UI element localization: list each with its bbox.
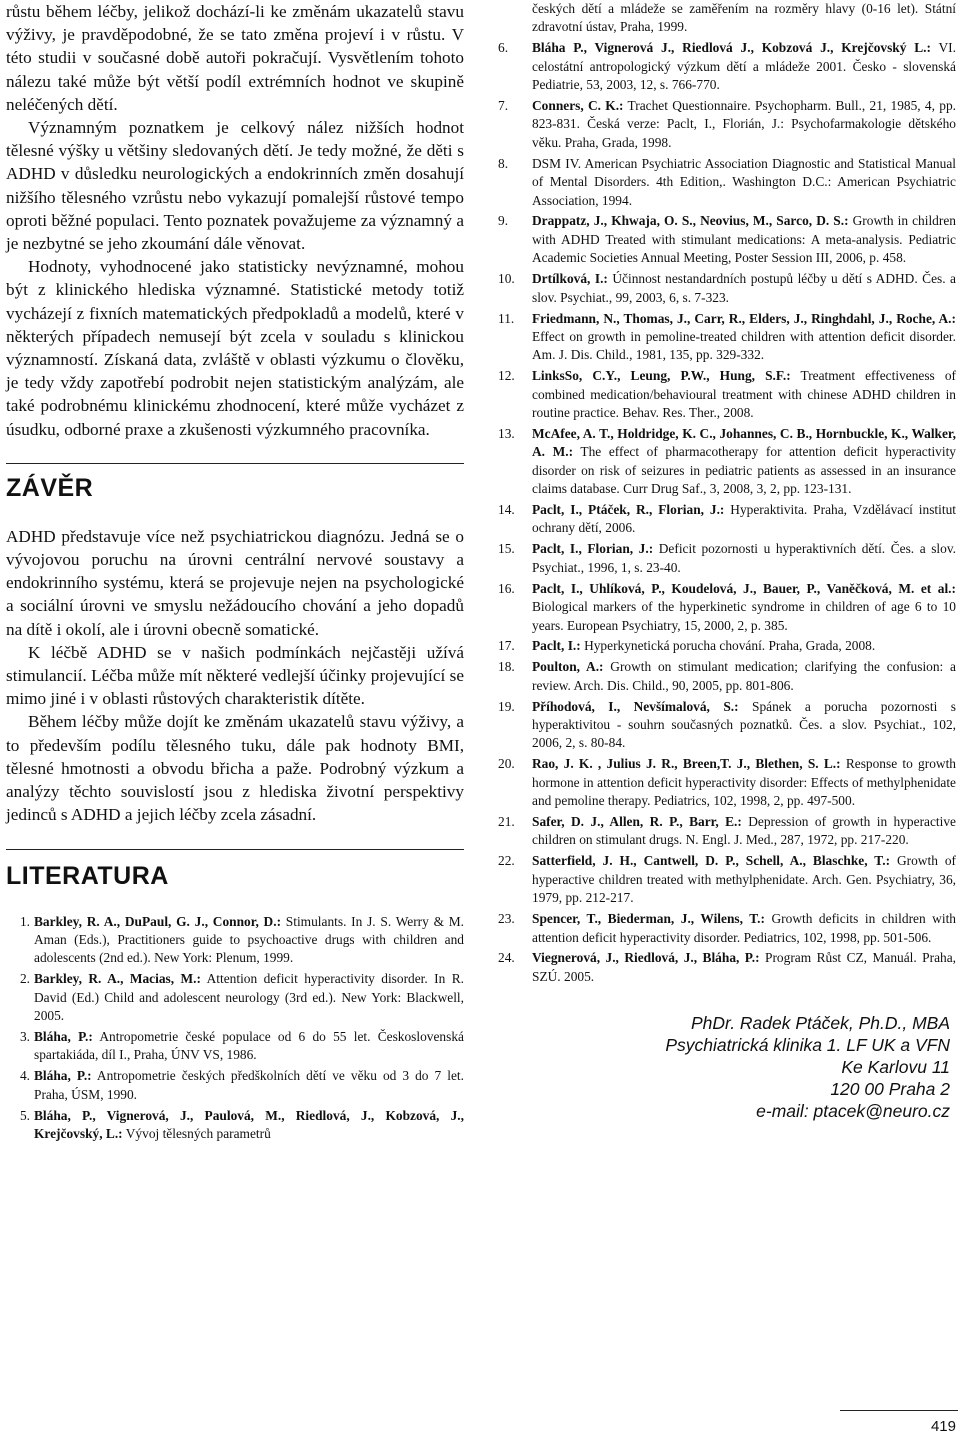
author-address: [498, 1012, 956, 1122]
reference-item: 19. Příhodová, I., Nevšímalová, S.: Spánek a porucha pozornosti s hyperaktivitou - souhrn současných poznatků. Čes. a slov. Psychiat., 102, 2006, 2, s. 80-84.: [498, 698, 956, 751]
section-rule: [6, 463, 464, 464]
reference-continuation: českých dětí a mládeže se zaměřením na rozměry hlavy (0-16 let). Státní zdravotní ústav, Praha, 1999.: [532, 1, 956, 35]
section-heading-zaver: ZÁVĚR: [6, 473, 94, 502]
left-column: [6, 0, 464, 1146]
reference-item: 9. Drappatz, J., Khwaja, O. S., Neovius, M., Sarco, D. S.: Growth in children with ADHD Treated with stimulant medications: A meta-analysis. Pediatric Academic Societies Annual Meeting, Poster Session III, 2006, p. 458.: [498, 213, 956, 266]
footer-rule: [840, 1410, 958, 1411]
body-paragraph: růstu během léčby, jelikož dochází-li ke změnám ukazatelů stavu výživy, je pravděpodobné, že se tato změna projeví i v růstu. V této studii v současné době autoři pokračují. Vysvětlením tohoto nálezu také může být větší podíl extrémních hodnot ve skupině neléčených dětí.: [6, 2, 464, 114]
reference-item: 23. Spencer, T., Biederman, J., Wilens, T.: Growth deficits in children with attention deficit hyperactivity disorder. Pediatrics, 102, 1998, pp. 501-506.: [498, 911, 956, 945]
body-paragraph: ADHD představuje více než psychiatrickou diagnózu. Jedná se o vývojovou poruchu na úrovni centrální nervové soustavy a endokrinního systému, která se projevuje nejen na psychologické a sociální úrovni ve smyslu nežádoucího chování a jeho dopadů na dítě i okolí, ale i úrovni obecně somatické.: [6, 526, 464, 639]
reference-item: 16. Paclt, I., Uhlíková, P., Koudelová, J., Bauer, P., Vaněčková, M. et al.: Biological markers of the hyperkinetic syndrome in children of age 6 to 10 years. European Psychiatry, 15, 2000, 2, p. 385.: [498, 580, 956, 633]
reference-item: 4. Bláha, P.: Antropometrie českých předškolních dětí ve věku od 3 do 7 let. Praha, ÚSM, 1990.: [19, 1068, 464, 1102]
right-column: [498, 0, 956, 1122]
reference-item: 15. Paclt, I., Florian, J.: Deficit pozornosti u hyperaktivních dětí. Čes. a slov. Psychiat., 1996, 1, s. 23-40.: [498, 541, 956, 575]
reference-item: 7. Conners, C. K.: Trachet Questionnaire. Psychopharm. Bull., 21, 1985, 4, pp. 823-831. Česká verze: Paclt, I., Florián, J.: Psychofarmakologie dětského věku. Praha, Grada, 1998.: [498, 98, 956, 150]
reference-item: 14. Paclt, I., Ptáček, R., Florian, J.: Hyperaktivita. Praha, Vzdělávací institut ochrany dětí, 2006.: [498, 502, 956, 536]
address-line: 120 00 Praha 2: [830, 1079, 950, 1100]
reference-item: 20. Rao, J. K. , Julius J. R., Breen,T. J., Blethen, S. L.: Response to growth hormone in attention deficit hyperactivity disorder: Effects of methylphenidate and pemoline therapy. Pediatrics, 102, 1998, 2, pp. 497-500.: [498, 756, 956, 809]
section-rule: [6, 849, 464, 850]
address-line: Psychiatrická klinika 1. LF UK a VFN: [665, 1035, 950, 1056]
reference-item: 8. DSM IV. American Psychiatric Association Diagnostic and Statistical Manual of Mental Disorders. 4th Edition,. Washington D.C.: American Psychiatric Association, 1994.: [498, 155, 956, 208]
reference-item: 2. Barkley, R. A., Macias, M.: Attention deficit hyperactivity disorder. In R. David (Ed.) Child and adolescent neurology (3rd ed.). New York: Blackwell, 2005.: [19, 971, 464, 1024]
reference-item: 21. Safer, D. J., Allen, R. P., Barr, E.: Depression of growth in hyperactive children on stimulant drugs. N. Engl. J. Med., 287, 1972, pp. 217-220.: [498, 814, 956, 848]
section-heading-literatura: LITERATURA: [6, 861, 169, 890]
reference-item: 22. Satterfield, J. H., Cantwell, D. P., Schell, A., Blaschke, T.: Growth of hyperactive children treated with methylphenidate. Arch. Gen. Psychiatry, 36, 1979, pp. 212-217.: [498, 853, 956, 906]
body-paragraph: Hodnoty, vyhodnocené jako statisticky nevýznamné, mohou být z klinického hlediska významné. Statistické metody totiž vycházejí z fixních matematických předpokladů a modelů, které v některých případech nemusejí být zcela v souladu s klinickou významností. Získaná data, zvláště v oblasti výzkumu o člověku, je tedy vždy zapotřebí podrobit nejen statistickým analýzám, ale také podrobnému klinickému zhodnocení, které může vycházet z úsudku, odborné praxe a zkušenosti výzkumného pracovníka.: [6, 257, 464, 439]
address-line: e-mail: ptacek@neuro.cz: [756, 1101, 950, 1122]
reference-item: 13. McAfee, A. T., Holdridge, K. C., Johannes, C. B., Hornbuckle, K., Walker, A. M.: The effect of pharmacotherapy for attention deficit hyperactivity disorder on risk of seizures in pediatric patients as assessed in an insurance claims database. Curr Drug Saf., 3, 2008, 3, 2, pp. 123-131.: [498, 425, 957, 497]
page-number: 419: [930, 1418, 956, 1435]
reference-item: 1. Barkley, R. A., DuPaul, G. J., Connor, D.: Stimulants. In J. S. Werry & M. Aman (Eds.), Practitioners guide to psychoactive drugs with children and adolescents (2nd ed.). New York: Plenum, 1999.: [19, 913, 464, 966]
reference-list: [6, 913, 464, 1144]
reference-list: [498, 39, 956, 986]
reference-item: 24. Viegnerová, J., Riedlová, J., Bláha, P.: Program Růst CZ, Manuál. Praha, SZÚ. 2005.: [498, 950, 956, 984]
reference-item: 5. Bláha, P., Vignerová, J., Paulová, M., Riedlová, J., Kobzová, J., Krejčovský, L.: Vývoj tělesných parametrů: [19, 1107, 464, 1141]
reference-item: 11. Friedmann, N., Thomas, J., Carr, R., Elders, J., Ringhdahl, J., Roche, A.: Effect on growth in pemoline-treated children with attention deficit disorder. Am. J. Dis. Child., 1981, 135, pp. 329-332.: [498, 310, 956, 363]
body-paragraph: K léčbě ADHD se v našich podmínkách nejčastěji užívá stimulancií. Léčba může mít některé vedlejší účinky projevující se mimo jiné i v oblasti růstových charakteristik dítěte.: [6, 642, 464, 709]
reference-item: 18. Poulton, A.: Growth on stimulant medication; clarifying the confusion: a review. Arch. Dis. Child., 90, 2005, pp. 801-806.: [498, 659, 956, 693]
reference-item: 12. LinksSo, C.Y., Leung, P.W., Hung, S.F.: Treatment effectiveness of combined medication/behavioural treatment with chinese ADHD children in routine practice. Behav. Res. Ther., 2008.: [498, 368, 956, 421]
body-paragraph: Během léčby může dojít ke změnám ukazatelů stavu výživy, a to především podílu tělesného tuku, dále pak hodnoty BMI, tělesné hmotnosti a obvodu břicha a paže. Podrobný výzkum a analýzy těchto souvislostí jsou z hlediska životní perspektivy jedinců s ADHD a jejich léčby zcela zásadní.: [6, 712, 464, 825]
reference-item: 3. Bláha, P.: Antropometrie české populace od 6 do 55 let. Československá spartakiáda, díl I., Praha, ÚNV VS, 1986.: [19, 1028, 464, 1063]
address-line: PhDr. Radek Ptáček, Ph.D., MBA: [690, 1013, 950, 1034]
reference-item: 6. Bláha P., Vignerová J., Riedlová J., Kobzová J., Krejčovský L.: VI. celostátní antropologický výzkum dětí a mládeže 2001. Česko - slovenská Pediatrie, 53, 2003, 12, s. 766-770.: [498, 40, 956, 93]
reference-item: 17. Paclt, I.: Hyperkynetická porucha chování. Praha, Grada, 2008.: [498, 638, 876, 654]
address-line: Ke Karlovu 11: [841, 1057, 950, 1078]
body-paragraph: Významným poznatkem je celkový nález nižších hodnot tělesné výšky u většiny sledovaných dětí. Je tedy možné, že děti s ADHD v důsledku neurologických a endokrinních změn dosahují nižšího tělesného vzrůstu nebo vykazují pomalejší růstové tempo oproti běžné populaci. Tento poznatek považujeme za významný a je nezbytné se jeho zkoumání dále věnovat.: [6, 118, 464, 254]
reference-item: 10. Drtílková, I.: Účinnost nestandardních postupů léčby u dětí s ADHD. Čes. a slov. Psychiat., 99, 2003, 6, s. 7-323.: [498, 271, 956, 305]
